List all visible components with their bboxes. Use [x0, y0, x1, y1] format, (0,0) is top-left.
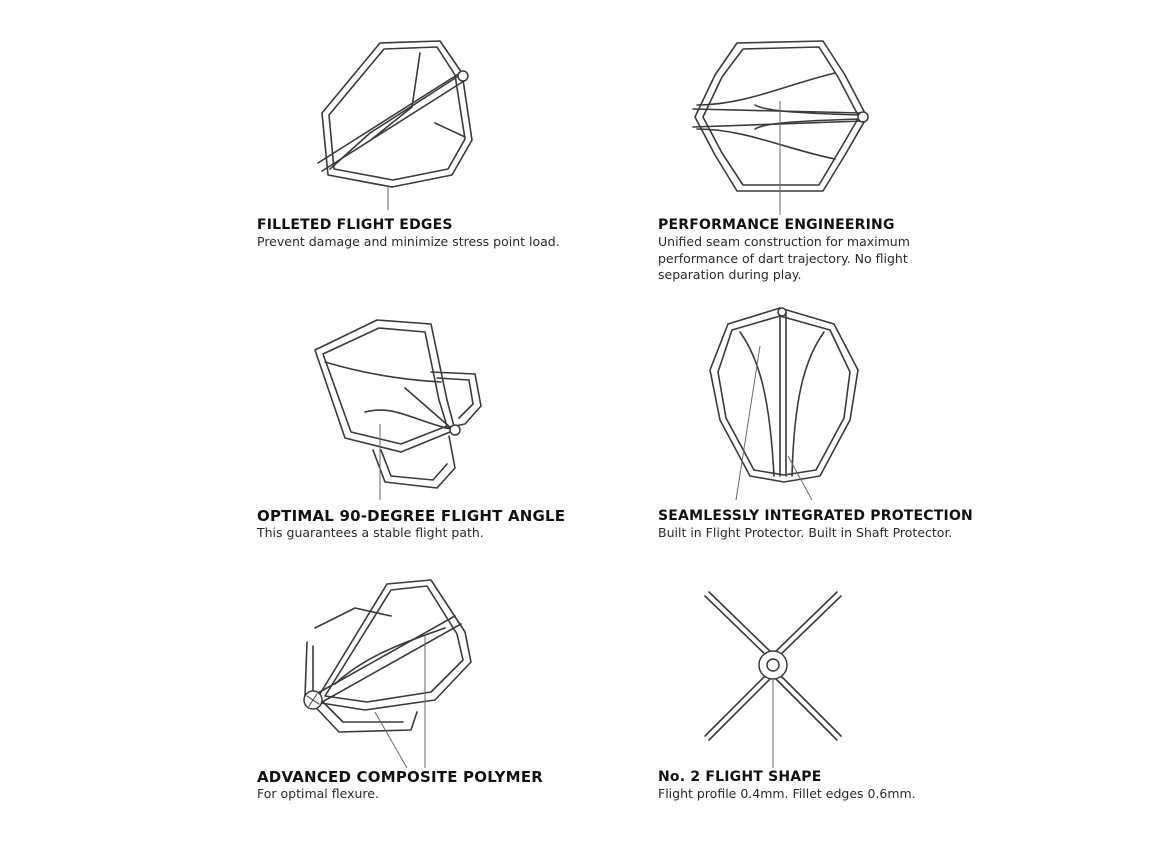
feature-description: Unified seam construction for maximum performance of dart trajectory. No flight separation during play.: [658, 234, 910, 282]
feature-description: This guarantees a stable flight path.: [257, 525, 484, 540]
feature-title: SEAMLESSLY INTEGRATED PROTECTION: [658, 508, 973, 524]
flight-composite-icon: [295, 572, 495, 762]
feature-title: OPTIMAL 90-DEGREE FLIGHT ANGLE: [257, 507, 566, 525]
flight-90-degree-icon: [305, 312, 505, 502]
feature-title: ADVANCED COMPOSITE POLYMER: [257, 768, 544, 786]
feature-description: Prevent damage and minimize stress point load.: [257, 234, 560, 249]
flight-front-protector-icon: [700, 300, 870, 500]
feature-description: Built in Flight Protector. Built in Shaft Protector.: [658, 525, 953, 540]
flight-side-profile-icon: [685, 35, 885, 215]
feature-title: PERFORMANCE ENGINEERING: [658, 217, 895, 233]
feature-description: Flight profile 0.4mm. Fillet edges 0.6mm.: [658, 786, 916, 801]
flight-angled-side-icon: [300, 35, 500, 195]
feature-caption: [658, 508, 1058, 542]
feature-caption: [257, 508, 637, 542]
feature-title: No. 2 FLIGHT SHAPE: [658, 769, 822, 785]
feature-description: For optimal flexure.: [257, 786, 379, 801]
feature-caption: [257, 769, 637, 803]
feature-caption: [658, 769, 1038, 803]
feature-title: FILLETED FLIGHT EDGES: [257, 217, 453, 233]
feature-caption: [257, 217, 617, 251]
feature-caption: [658, 217, 1038, 284]
flight-cross-shape-icon: [693, 588, 853, 768]
